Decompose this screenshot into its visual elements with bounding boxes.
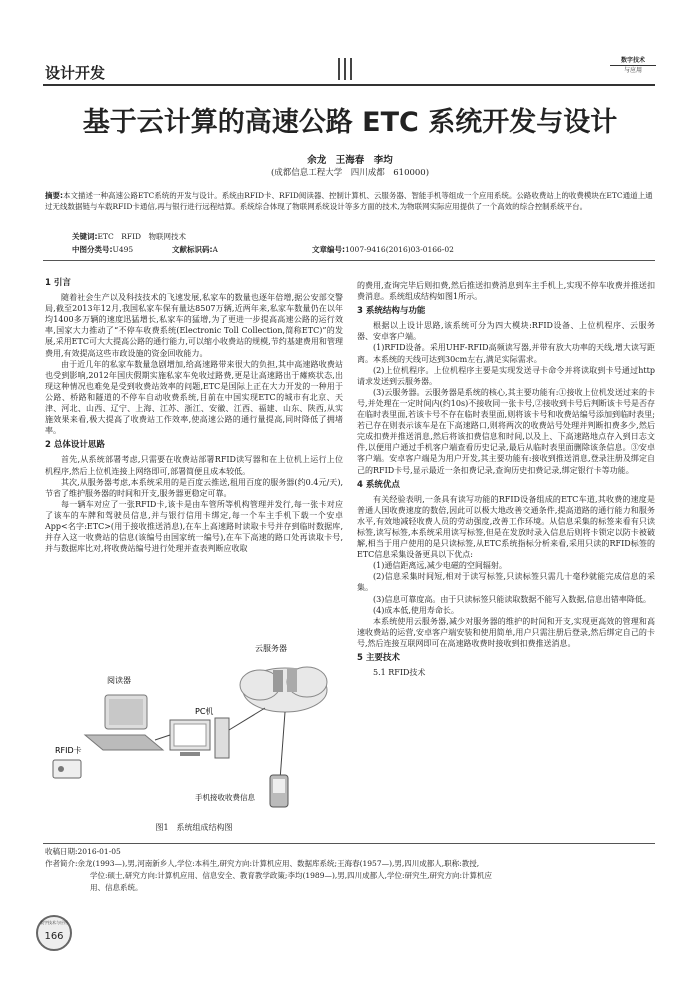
received-date: 收稿日期:2016-01-05 <box>45 847 121 856</box>
reader-icon <box>85 695 163 750</box>
paragraph: 每一辆车对应了一张RFID卡,该卡是由车管所等机构管理并发行,每一张卡对应了该车的车牌和驾驶员信息,并与银行信用卡绑定,每一个车主手机下载一个安卓 App<名字:ETC>(用于接收推送消息),在车上高速路时读取卡号并存到临时数据库,并存入这一收费站的信息(该编号由国家统一编号),在车下高速的路口处再读取卡号,并与数据库比对,将收费站编号进行处理并查表判断应收取 <box>45 499 343 554</box>
author-bio-line2: 学位:硕士,研究方向:计算机应用、信息安全、教育教学政策;李均(1989—),男,四川成都人,学位:研究生,研究方向:计算机应 <box>90 871 492 880</box>
doc-value: A <box>212 245 218 254</box>
list-item: (2)信息采集时间短,相对于读写标签,只读标签只需几十毫秒就能完成信息的采集。 <box>357 572 655 593</box>
abstract <box>45 190 653 212</box>
link-reader-pc <box>155 735 170 740</box>
page-number-badge <box>36 915 72 951</box>
reader-label: 阅读器 <box>107 676 131 685</box>
figure-system-structure <box>45 640 343 840</box>
header-rule <box>43 84 655 86</box>
page-number: 166 <box>44 931 64 942</box>
footnote <box>45 846 655 894</box>
paragraph: 随着社会生产以及科技技术的飞速发展,私家车的数量也逐年倍增,据公安部交警局,截至2013年12月,我国私家车保有量达8507万辆,近两年来,私家车数量仍在以年均1400多万辆的速度迅猛增长,私家车的猛增,为了更进一步提高高速公路的运行效率,国家大力推动了“不停车收费系统(Electronic Toll Collection,简称ETC)”的发展,采用ETC可大大提高公路的通行能力,可以缩小收费站的规模,节约基建费用和管理费用,有效提高这些市政设施的资金回收能力。 <box>45 293 343 358</box>
paragraph: (2)上位机程序。上位机程序主要是实现发送寻卡命令并将读取到卡号通过http请求发送到云服务器。 <box>357 365 655 386</box>
clc-value: U495 <box>112 245 134 254</box>
cloud-label: 云服务器 <box>255 644 287 653</box>
link-cloud-phone <box>280 712 285 780</box>
column-left <box>45 274 343 554</box>
bio-text: 余龙(1993—),男,河南新乡人,学位:本科生,研究方向:计算机应用、数据库系统;王海春(1957—),男,四川成都人,职称:教授, <box>77 859 480 868</box>
paragraph: 有关经验表明,一条具有读写功能的RFID设备组成的ETC车道,其收费的速度是普通人国收费速度的数倍,因此可以极大地改善交通条件,提高道路的通行能力和服务水平,有效地减轻收费人员的劳动强度,改善工作环境。从信息采集的标签来看有只读标签,读写标签,本系统采用读写标签,但是在发放时录入信息后则将卡锁定以防卡被破解,相当于用户使用的是只读标签,从ETC系统指标分析来看,采用只读的RFID标签的ETC信息采集设备更具以下优点: <box>357 494 655 560</box>
paragraph: (3)云服务器。云服务器是系统的核心,其主要功能有:①接收上位机发送过来的卡号,并处理在一定时间内(约10s)不接收同一张卡号,②接收到卡号后判断该卡号是否存在临时表里面,若该卡号不存在临时表里面,则将该卡号和收费站编号添加到临时表里;若已存在则表示该车是在下高速路口,则将两次的收费站号处理并判断扣费多少,然后完成扣费并推送消息,然后将该扣费信息和时间,以及上、下高速路地点存入到日志文件,以便用户通过手机客户端查看历史记录,最后从临时表里面删除该条信息。③安卓客户端。安卓客户端是为用户开发,其主要功能有:接收到推送消息,登录注册及绑定自己的RFID卡号,显示最近一条扣费记录,查询历史扣费记录,绑定银行卡等功能。 <box>357 387 655 475</box>
paragraph: 其次,从服务器考虑,本系统采用的是百度云推送,租用百度的服务器(约0.4元/天),节省了维护服务器的时间和开支,服务器更稳定可靠。 <box>45 477 343 498</box>
system-diagram <box>45 640 343 820</box>
article-number <box>312 244 454 255</box>
cloud-icon <box>240 667 327 712</box>
page-number-ring-text: 数字技术与应用 <box>40 920 68 925</box>
heading-intro: 1 引言 <box>45 278 71 288</box>
phone-icon <box>270 775 288 807</box>
abstract-text: 本文描述一种高速公路ETC系统的开发与设计。系统由RFID卡、RFID阅读器、控制计算机、云服务器、智能手机等组成一个应用系统。公路收费站上的收费模块在ETC通道上通过无线数据链与车载RFID卡通信,再与银行进行远程结算。系统综合体现了物联网系统设计等多方面的技术,为物联网实际应用提供了一个高效的综合控制系统平台。 <box>45 191 653 211</box>
paragraph: 根据以上设计思路,该系统可分为四大模块:RFID设备、上位机程序、云服务器、安卓客户端。 <box>357 321 655 342</box>
bio-label: 作者简介: <box>45 859 78 868</box>
column-right <box>357 280 655 678</box>
authors: 余龙 王海春 李均 <box>307 155 393 166</box>
section-label: 设计开发 <box>45 64 106 82</box>
header-decoration <box>338 58 356 84</box>
list-item: (4)成本低,使用寿命长。 <box>373 605 459 615</box>
header-separator <box>43 260 655 261</box>
paragraph: (1)RFID设备。采用UHF-RFID高频读写器,并带有放大功率的天线,增大读写距离。本系统的天线可达到30cm左右,满足实际需求。 <box>357 343 655 364</box>
rfid-card-icon <box>53 760 81 778</box>
paper-title: 基于云计算的高速公路 ETC 系统开发与设计 <box>82 107 618 138</box>
footer-rule <box>43 843 655 844</box>
keywords-label: 关键词: <box>72 232 98 241</box>
affiliation: (成都信息工程大学 四川成都 610000) <box>270 168 430 178</box>
heading-tech: 5 主要技术 <box>357 653 400 663</box>
paragraph: 本系统使用云服务器,减少对服务器的维护的时间和开支,实现更高效的管理和高速收费站的运营,安卓客户端安装和使用简单,用户只需注册后登录,然后绑定自己的卡号,然后连接互联网即可在高速路收费时接收到扣费推送消息。 <box>357 616 655 648</box>
doc-label: 文献标识码: <box>172 245 213 254</box>
clc-label: 中图分类号: <box>72 245 113 254</box>
heading-design: 2 总体设计思路 <box>45 440 105 451</box>
paragraph: 由于近几年的私家车数量急剧增加,给高速路带来很大的负担,其中高速路收费站也受到影响,2012年国庆假期实施私家车免收过路费,更是让高速路出于瘫痪状态,出现这种情况也难免是受到收费站效率的问题,ETC是国际上正在大力开发的一种用于公路、桥路和隧道的不停车自动收费系统,目前在中国实现ETC的城市有北京、天津、河北、山西、辽宁、上海、江苏、浙江、安徽、江西、福建、山东、陕西,从实施效果来看,极大提高了收费站工作效率,使高速公路的通行量提高,同时降低了拥堵率。 <box>45 359 343 436</box>
journal-logo <box>610 56 656 75</box>
pc-label: PC机 <box>195 707 214 716</box>
list-item: (3)信息可靠度高。由于只读标签只能读取数据不能写入数据,信息出错率降低。 <box>373 594 651 604</box>
clc-number <box>72 244 133 255</box>
phone-label: 手机接收收费信息 <box>195 793 255 802</box>
keywords-text: ETC RFID 物联网技术 <box>97 232 187 241</box>
paragraph: 首先,从系统部署考虑,只需要在收费站部署RFID读写器和在上位机上运行上位机程序,然后上位机连接上网络即可,部署简便且成本较低。 <box>45 455 343 476</box>
abstract-label: 摘要: <box>45 191 63 200</box>
journal-logo-bottom: 与应用 <box>623 67 642 74</box>
heading-structure: 3 系统结构与功能 <box>357 306 426 317</box>
author-bio-line3: 用、信息系统。 <box>90 883 143 892</box>
list-item: (1)通信距离远,减少电磁的空间辐射。 <box>373 561 507 571</box>
heading-advantages: 4 系统优点 <box>357 479 400 490</box>
link-pc-cloud <box>229 708 265 730</box>
rfid-label: RFID卡 <box>55 746 82 755</box>
journal-logo-top: 数字技术 <box>610 56 656 66</box>
pc-icon <box>170 718 229 758</box>
subheading: 5.1 RFID技术 <box>373 668 426 678</box>
art-value: 1007-9416(2016)03-0166-02 <box>345 245 454 254</box>
figure-caption: 图1 系统组成结构图 <box>155 823 233 832</box>
keywords <box>72 231 186 242</box>
doc-code <box>172 244 218 255</box>
author-bio-line1 <box>45 858 655 870</box>
paragraph: 的费用,查询完毕后则扣费,然后推送扣费消息到车主手机上,实现不停车收费并推送扣费消息。系统组成结构如图1所示。 <box>357 281 655 302</box>
art-label: 文章编号: <box>312 245 345 254</box>
